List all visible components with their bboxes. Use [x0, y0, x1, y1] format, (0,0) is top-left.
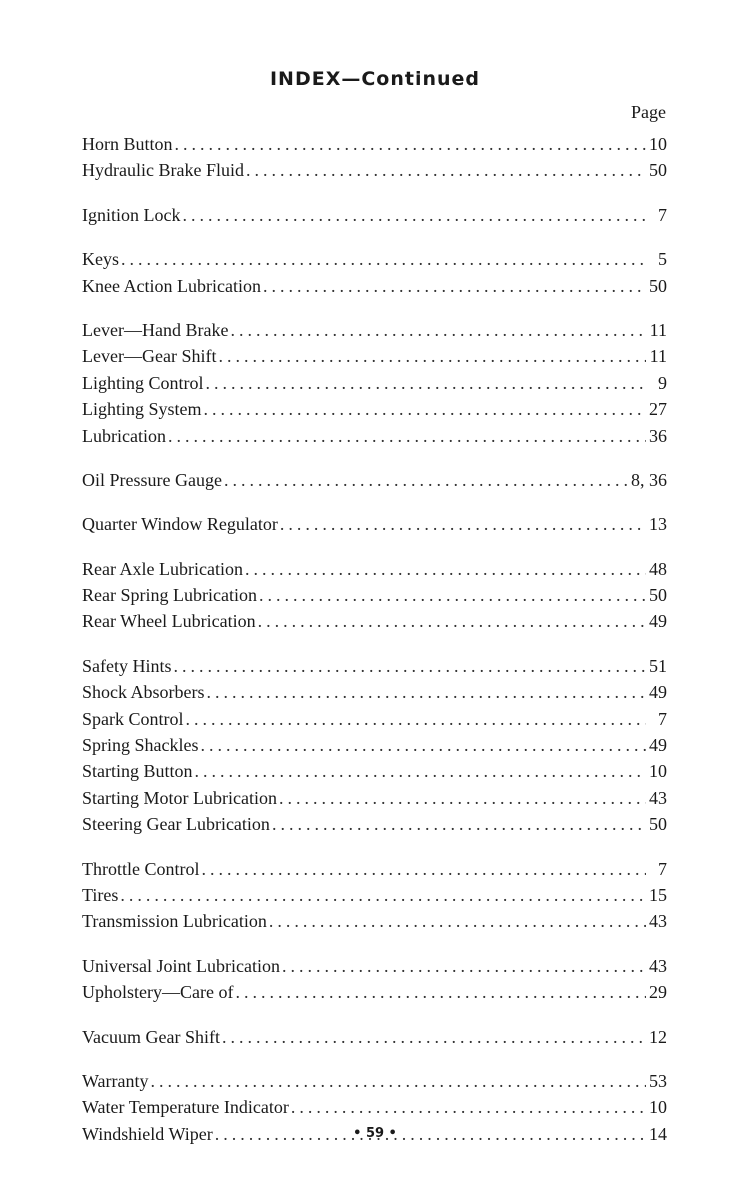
- page-column-header: Page: [631, 102, 666, 122]
- index-entry-label: Horn Button: [82, 134, 173, 154]
- index-entry: [82, 317, 667, 343]
- index-entry: [82, 1068, 667, 1094]
- index-entry-label: Starting Motor Lubrication: [82, 787, 277, 808]
- index-entry-page: 50: [649, 585, 667, 606]
- index-entry-label: Ignition Lock: [82, 204, 181, 225]
- index-entry: [82, 273, 667, 299]
- index-entry-label: Lever—Hand Brake: [82, 319, 229, 340]
- index-entry: [82, 131, 667, 157]
- index-entry-page: 29: [649, 982, 667, 1003]
- index-entry-label: Hydraulic Brake Fluid: [82, 160, 244, 181]
- index-list: [82, 131, 667, 1165]
- index-entry-page: 10: [649, 134, 667, 154]
- index-entry-page: 49: [649, 735, 667, 756]
- index-group: [82, 202, 667, 228]
- index-entry: [82, 679, 667, 705]
- index-entry-page: 48: [649, 558, 667, 579]
- index-entry: [82, 511, 667, 537]
- dot-leader: [259, 582, 646, 608]
- index-group: [82, 246, 667, 299]
- index-entry-page: 11: [649, 319, 667, 340]
- index-entry: [82, 343, 667, 369]
- index-entry-label: Rear Spring Lubrication: [82, 585, 257, 606]
- index-entry-page: 10: [649, 1097, 667, 1118]
- index-group: [82, 1024, 667, 1050]
- index-entry: [82, 556, 667, 582]
- page-number-footer: • 59 •: [353, 1126, 397, 1141]
- index-entry-label: Universal Joint Lubrication: [82, 955, 280, 976]
- index-group: [82, 511, 667, 537]
- dot-leader: [207, 679, 647, 705]
- index-entry: [82, 811, 667, 837]
- index-entry: [82, 246, 667, 272]
- index-entry-label: Oil Pressure Gauge: [82, 469, 222, 490]
- index-entry-label: Steering Gear Lubrication: [82, 814, 270, 835]
- dot-leader: [245, 556, 646, 582]
- index-entry: [82, 785, 667, 811]
- index-entry: [82, 1024, 667, 1050]
- index-entry-page: 7: [658, 204, 667, 225]
- dot-leader: [272, 811, 646, 837]
- page-title: INDEX—Continued: [269, 68, 481, 90]
- dot-leader: [174, 653, 647, 679]
- index-entry: [82, 882, 667, 908]
- index-entry-label: Lever—Gear Shift: [82, 346, 217, 367]
- dot-leader: [195, 758, 646, 784]
- index-entry-page: 50: [649, 814, 667, 835]
- index-entry-page: 9: [658, 372, 667, 393]
- index-group: [82, 856, 667, 935]
- dot-leader: [222, 1024, 646, 1050]
- index-entry: [82, 706, 667, 732]
- index-entry-page: 50: [649, 275, 667, 296]
- dot-leader: [246, 157, 646, 183]
- index-entry-label: Knee Action Lubrication: [82, 275, 261, 296]
- index-entry-page: 14: [649, 1123, 667, 1144]
- dot-leader: [235, 979, 646, 1005]
- dot-leader: [230, 317, 646, 343]
- index-entry: [82, 1094, 667, 1120]
- index-entry: [82, 758, 667, 784]
- index-entry-page: 49: [649, 611, 667, 632]
- dot-leader: [224, 467, 628, 493]
- dot-leader: [218, 343, 646, 369]
- index-entry-page: 43: [649, 911, 667, 932]
- index-entry-label: Lighting System: [82, 399, 202, 420]
- index-entry: [82, 653, 667, 679]
- index-entry-label: Throttle Control: [82, 858, 200, 879]
- index-entry-label: Upholstery—Care of: [82, 982, 234, 1003]
- index-entry-label: Starting Button: [82, 761, 193, 782]
- index-entry-page: 51: [649, 655, 667, 676]
- index-entry-label: Quarter Window Regulator: [82, 514, 278, 535]
- index-entry-label: Transmission Lubrication: [82, 911, 267, 932]
- index-entry: [82, 396, 667, 422]
- index-entry-page: 13: [649, 514, 667, 535]
- dot-leader: [282, 953, 646, 979]
- dot-leader: [168, 423, 646, 449]
- dot-leader: [201, 732, 647, 758]
- index-group: [82, 953, 667, 1006]
- dot-leader: [151, 1068, 646, 1094]
- index-group: [82, 556, 667, 635]
- index-entry-label: Shock Absorbers: [82, 682, 205, 703]
- index-entry-label: Warranty: [82, 1070, 149, 1091]
- index-entry-page: 15: [649, 884, 667, 905]
- dot-leader: [269, 908, 646, 934]
- index-entry-label: Vacuum Gear Shift: [82, 1026, 220, 1047]
- index-entry: [82, 979, 667, 1005]
- index-entry-page: 8, 36: [631, 469, 667, 490]
- dot-leader: [280, 511, 646, 537]
- dot-leader: [182, 202, 646, 228]
- dot-leader: [121, 246, 646, 272]
- index-entry-label: Windshield Wiper: [82, 1123, 213, 1144]
- index-entry-label: Lubrication: [82, 425, 166, 446]
- index-entry-page: 5: [658, 249, 667, 270]
- index-entry-label: Safety Hints: [82, 655, 172, 676]
- index-entry-label: Keys: [82, 249, 119, 270]
- index-entry: [82, 732, 667, 758]
- index-entry: [82, 202, 667, 228]
- dot-leader: [206, 370, 647, 396]
- index-entry-page: 43: [649, 955, 667, 976]
- index-entry-page: 12: [649, 1026, 667, 1047]
- index-entry: [82, 953, 667, 979]
- index-entry-page: 49: [649, 682, 667, 703]
- index-entry-label: Spring Shackles: [82, 735, 199, 756]
- dot-leader: [263, 273, 646, 299]
- index-entry-page: 7: [658, 858, 667, 879]
- index-entry-label: Rear Axle Lubrication: [82, 558, 243, 579]
- index-entry: [82, 908, 667, 934]
- index-entry-page: 36: [649, 425, 667, 446]
- dot-leader: [204, 396, 646, 422]
- dot-leader: [201, 856, 646, 882]
- dot-leader: [258, 608, 646, 634]
- index-entry-page: 53: [649, 1070, 667, 1091]
- index-entry-label: Rear Wheel Lubrication: [82, 611, 256, 632]
- index-entry-label: Water Temperature Indicator: [82, 1097, 289, 1118]
- index-group: [82, 653, 667, 838]
- index-entry-label: Spark Control: [82, 708, 184, 729]
- index-entry-page: 27: [649, 399, 667, 420]
- index-entry-label: Lighting Control: [82, 372, 204, 393]
- index-entry-page: 7: [658, 708, 667, 729]
- index-entry-label: Tires: [82, 884, 119, 905]
- index-group: [82, 317, 667, 449]
- dot-leader: [175, 131, 646, 157]
- dot-leader: [120, 882, 646, 908]
- index-group: [82, 131, 667, 184]
- dot-leader: [186, 706, 647, 732]
- index-entry: [82, 423, 667, 449]
- index-entry: [82, 856, 667, 882]
- index-entry: [82, 582, 667, 608]
- dot-leader: [291, 1094, 646, 1120]
- dot-leader: [279, 785, 646, 811]
- index-entry: [82, 157, 667, 183]
- index-group: [82, 467, 667, 493]
- index-entry-page: 11: [649, 346, 667, 367]
- index-entry: [82, 370, 667, 396]
- index-entry-page: 43: [649, 787, 667, 808]
- index-entry-page: 10: [649, 761, 667, 782]
- index-entry: [82, 608, 667, 634]
- index-entry-page: 50: [649, 160, 667, 181]
- index-entry: [82, 467, 667, 493]
